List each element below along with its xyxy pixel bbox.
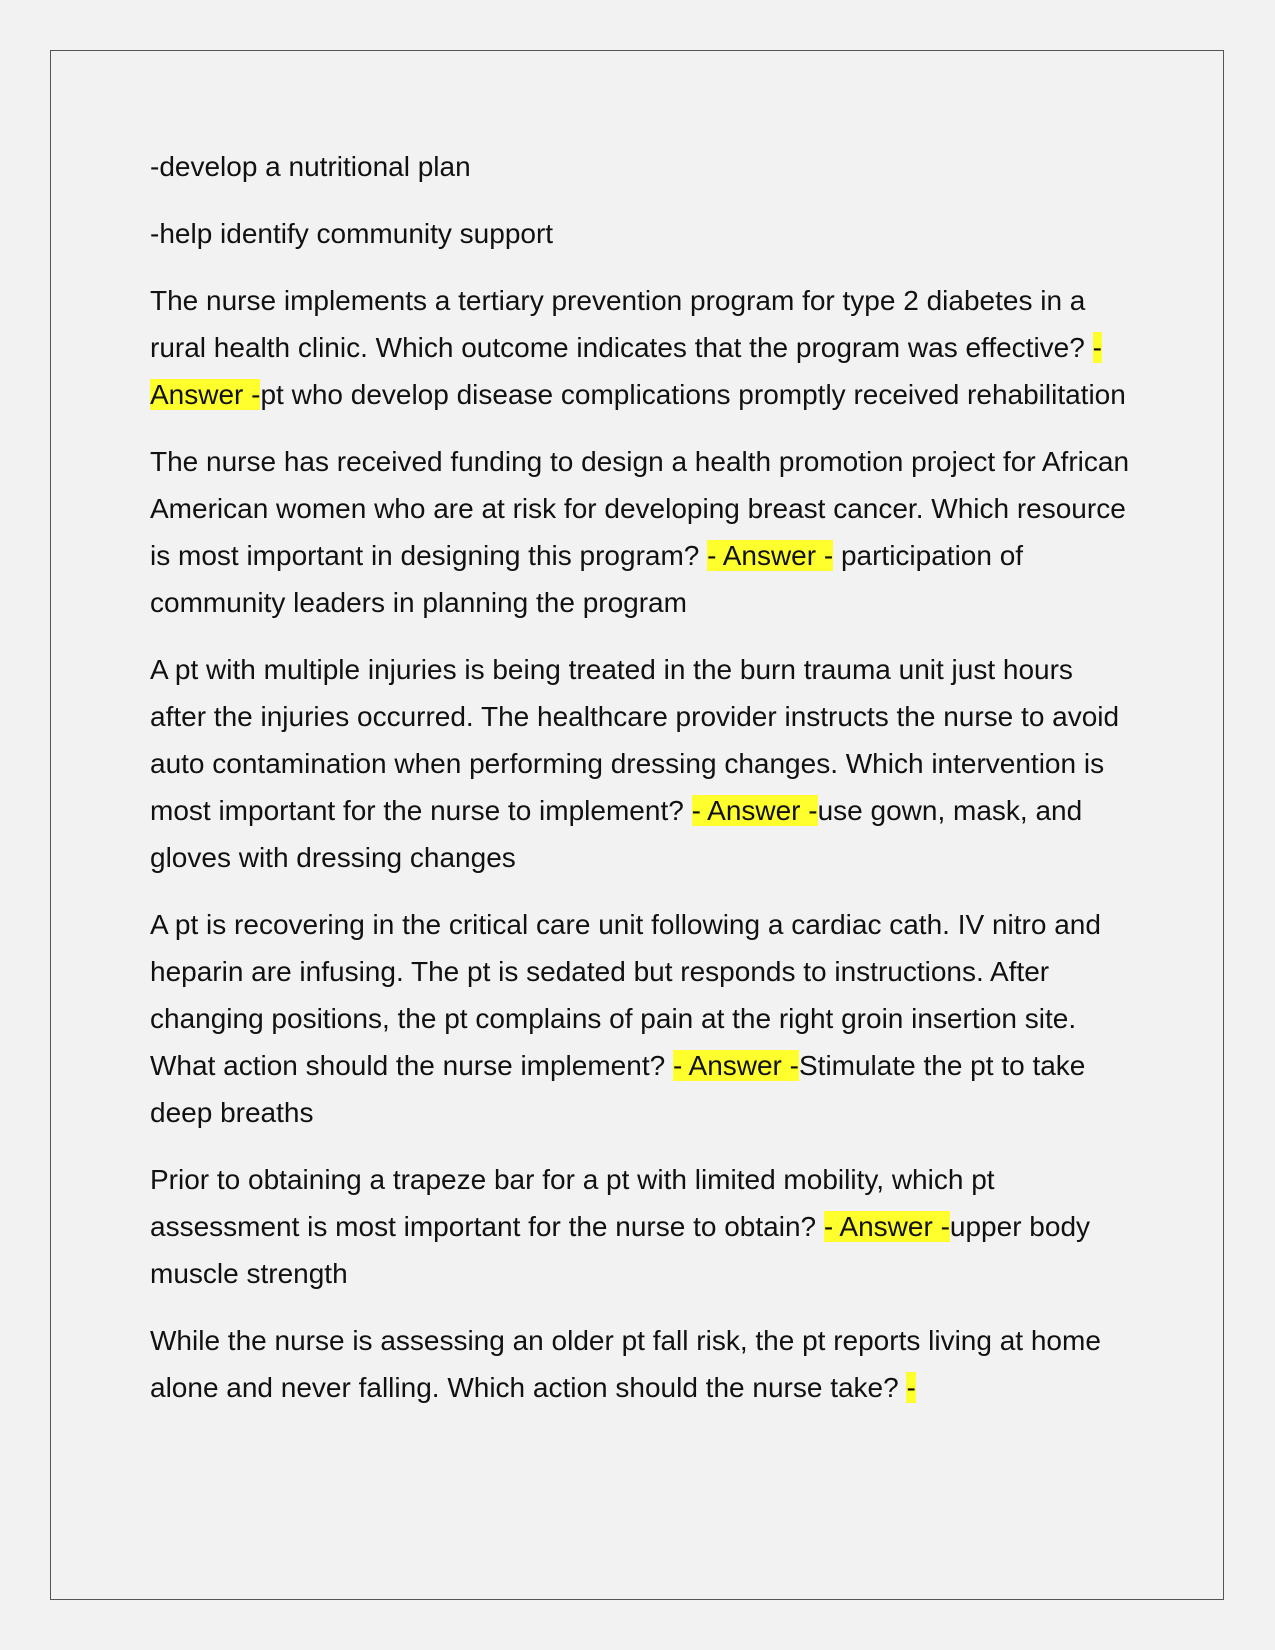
list-item-nutrition (150, 143, 1130, 190)
paragraph-text: -help identify community support (150, 218, 554, 249)
qa-paragraph (150, 277, 1130, 418)
answer-marker: - Answer - (150, 332, 1102, 410)
qa-paragraph (150, 901, 1130, 1136)
document-body (150, 143, 1130, 1431)
answer-marker: - (906, 1372, 916, 1403)
answer-text: upper body muscle strength (150, 1211, 1091, 1289)
answer-marker: - Answer - (707, 540, 834, 571)
question-text: The nurse has received funding to design a health promotion project for African American women who are at risk for developing breast cancer. Which resource is most important in designing this program? (150, 446, 1130, 571)
answer-text: participation of community leaders in planning the program (150, 540, 1024, 618)
qa-paragraph (150, 1317, 1130, 1411)
answer-text: Stimulate the pt to take deep breaths (150, 1050, 1086, 1128)
answer-marker: - Answer - (672, 1050, 799, 1081)
answer-marker: - Answer - (823, 1211, 950, 1242)
question-text: A pt is recovering in the critical care unit following a cardiac cath. IV nitro and heparin are infusing. The pt is sedated but responds to instructions. After changing positions, the pt complains of pain at the right groin insertion site. What action should the nurse implement? (150, 909, 1101, 1081)
qa-paragraph (150, 438, 1130, 626)
question-text: A pt with multiple injuries is being treated in the burn trauma unit just hours after the injuries occurred. The healthcare provider instructs the nurse to avoid auto contamination when performing dressing changes. Which intervention is most important for the nurse to implement? (150, 654, 1120, 826)
question-text: Prior to obtaining a trapeze bar for a pt with limited mobility, which pt assessment is most important for the nurse to obtain? (150, 1164, 995, 1242)
list-item-community-support (150, 210, 1130, 257)
answer-text: use gown, mask, and gloves with dressing changes (150, 795, 1083, 873)
question-text: While the nurse is assessing an older pt fall risk, the pt reports living at home alone and never falling. Which action should the nurse take? (150, 1325, 1101, 1403)
qa-paragraph (150, 1156, 1130, 1297)
qa-paragraph (150, 646, 1130, 881)
paragraph-text: -develop a nutritional plan (150, 151, 471, 182)
answer-marker: - Answer - (691, 795, 818, 826)
question-text: The nurse implements a tertiary prevention program for type 2 diabetes in a rural health clinic. Which outcome indicates that the program was effective? (150, 285, 1093, 363)
answer-text: pt who develop disease complications promptly received rehabilitation (260, 379, 1126, 410)
